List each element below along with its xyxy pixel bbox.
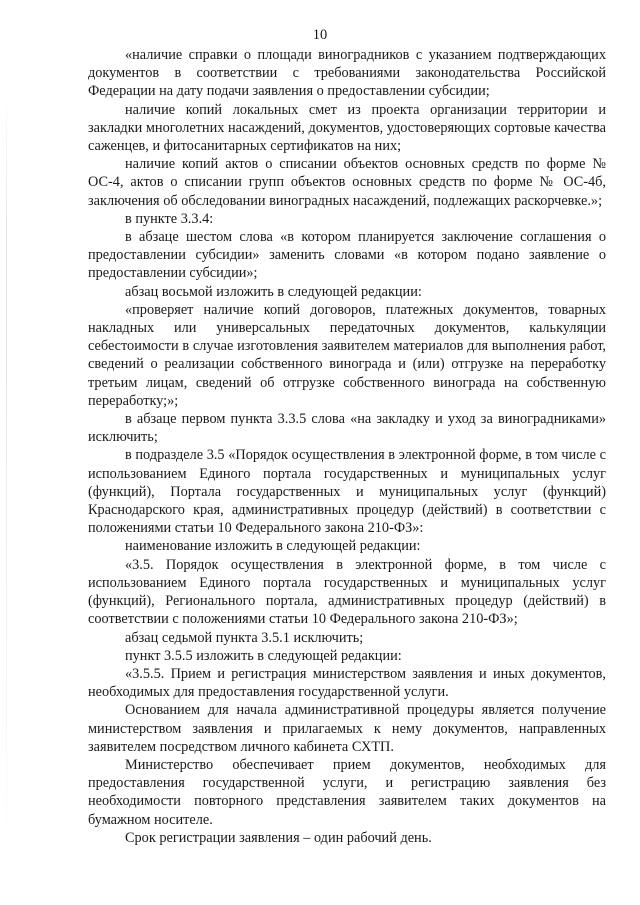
paragraph-14: «3.5.5. Прием и регистрация министерством заявления и иных документов, необходимых для предоставления государственной услуги. <box>88 665 606 701</box>
paragraph-10: наименование изложить в следующей редакции: <box>125 538 421 555</box>
scan-shadow-edge <box>6 90 7 870</box>
paragraph-2: наличие копий локальных смет из проекта организации территории и закладки многолетних насаждений, документов, удостоверяющих сортовые качества саженцев, и фитосанитарных сертификатов на них; <box>88 101 606 155</box>
paragraph-13: пункт 3.5.5 изложить в следующей редакции: <box>125 647 402 664</box>
document-body <box>88 46 606 847</box>
paragraph-6: абзац восьмой изложить в следующей редакции: <box>125 283 422 300</box>
paragraph-16: Министерство обеспечивает прием документов, необходимых для предоставления государственной услуги, и регистрацию заявления без необходимости повторного представления заявителем таких документов на бумажном носителе. <box>88 756 606 828</box>
paragraph-4: в пункте 3.3.4: <box>125 210 214 227</box>
paragraph-11: «3.5. Порядок осуществления в электронной форме, в том числе с использованием Единого портала государственных и муниципальных услуг (функций), Регионального портала, административных процедур (действий) в соответствии с положениями статьи 10 Федерального закона 210-ФЗ»; <box>88 556 606 628</box>
paragraph-12: абзац седьмой пункта 3.5.1 исключить; <box>125 629 364 646</box>
paragraph-15: Основанием для начала административной процедуры является получение министерством заявления и прилагаемых к нему документов, направленных заявителем посредством личного кабинета СХТП. <box>88 702 606 755</box>
paragraph-9: в подразделе 3.5 «Порядок осуществления в электронной форме, в том числе с использованием Единого портала государственных и муниципальных услуг (функций), Портала государственных и муниципальных услуг (функций) Краснодарского края, административных процедур (действий) в соответствии с положениями статьи 10 Федерального закона 210-ФЗ»: <box>88 447 606 537</box>
paragraph-1: «наличие справки о площади виноградников с указанием подтверждающих документов в соответствии с требованиями законодательства Российской Федерации на дату подачи заявления о предоставлении субсидии; <box>88 47 606 100</box>
page-number: 10 <box>312 27 328 43</box>
paragraph-5: в абзаце шестом слова «в котором планируется заключение соглашения о предоставлении субсидии» заменить словами «в котором подано заявление о предоставлении субсидии»; <box>88 229 606 282</box>
paragraph-17: Срок регистрации заявления – один рабочий день. <box>125 829 432 846</box>
paragraph-8: в абзаце первом пункта 3.3.5 слова «на закладку и уход за виноградниками» исключить; <box>88 411 606 446</box>
paragraph-7: «проверяет наличие копий договоров, платежных документов, товарных накладных или универсальных передаточных документов, калькуляции себестоимости в случае изготовления заявителем материалов для выполнения работ, сведений о реализации собственного винограда и (или) отгрузке на переработку третьим лицам, сведений об отгрузке собственного винограда на собственную переработку;»; <box>88 301 606 409</box>
paragraph-3: наличие копий актов о списании объектов основных средств по форме № ОС-4, актов о списании групп объектов основных средств по форме № ОС-4б, заключения об обследовании виноградных насаждений, подлежащих раскорчевке.»; <box>88 156 606 209</box>
